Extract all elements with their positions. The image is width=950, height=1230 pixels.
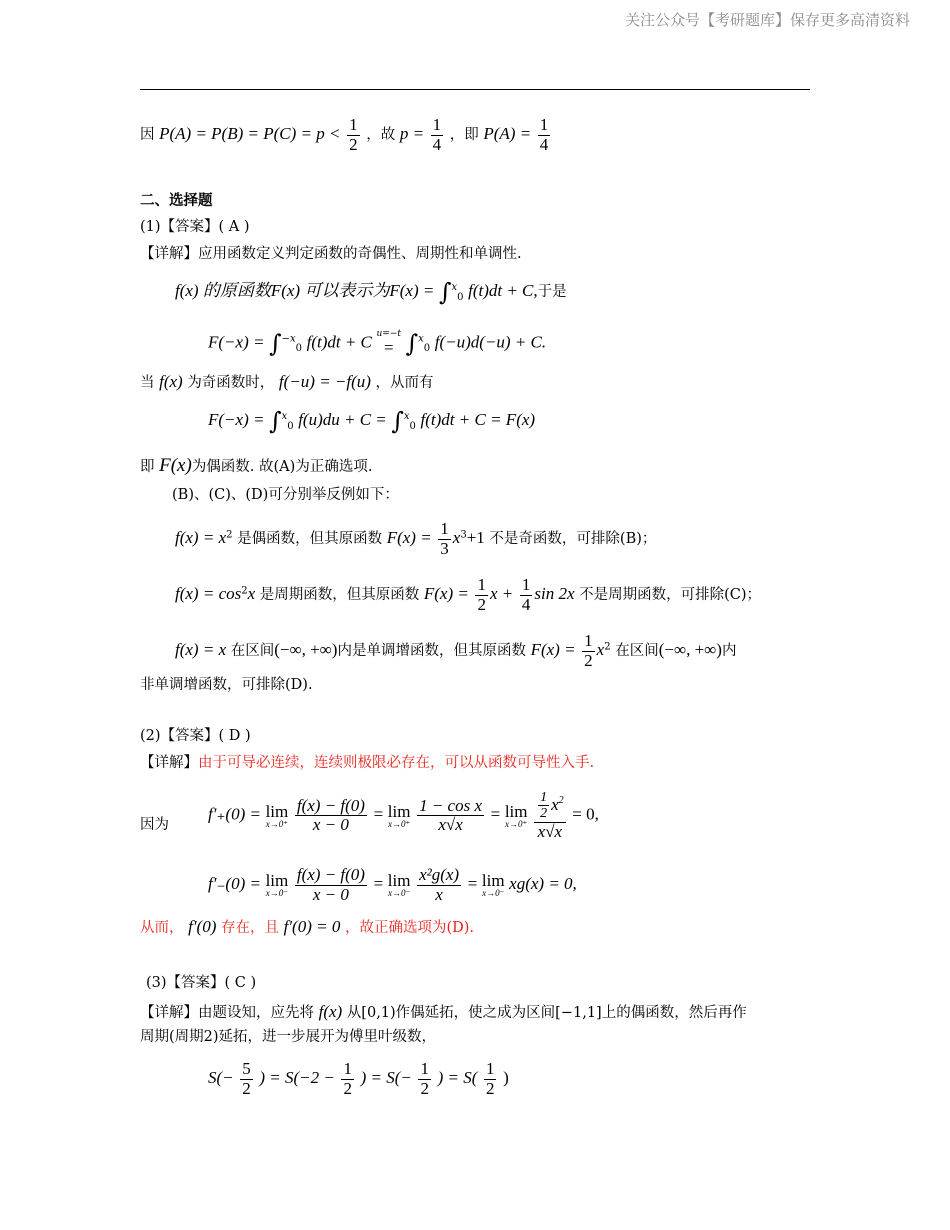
limit xyxy=(266,872,289,898)
expr: ) = S(− xyxy=(360,1068,412,1088)
expr: f(x) xyxy=(159,372,183,391)
expr: F(x) = xyxy=(389,281,435,300)
expr: x + xyxy=(489,584,514,604)
upper: x xyxy=(281,411,288,423)
limit xyxy=(482,872,505,898)
expr: (−∞, +∞) xyxy=(658,640,722,660)
text: 即 xyxy=(140,459,155,475)
q1-line7 xyxy=(175,520,656,558)
expr: f(x) 的原函数 xyxy=(175,281,271,300)
q1-line3 xyxy=(140,373,434,391)
text: 从[0,1)作偶延拓，使之成为区间[−1,1]上的偶函数，然后再作 xyxy=(346,1005,747,1021)
expr: F(−x) = xyxy=(208,410,265,429)
text: 在区间 xyxy=(230,643,275,660)
q1-line8 xyxy=(175,576,761,614)
text: 从而， xyxy=(140,920,184,936)
expr: f′₊(0) = xyxy=(208,804,261,824)
fraction xyxy=(417,866,461,904)
watermark: 关注公众号【考研题库】保存更多高清资料 xyxy=(624,11,910,29)
expr: F(x) = xyxy=(423,584,469,604)
expr: f(−u) = −f(u) xyxy=(278,372,371,391)
q2-eq1: f′₊(0) = lim x→0⁺ $\frac{f(x) - f(0)}{x - 0}$ = lim x→0⁺ $\frac{\text{1 − cos x}}{x√x}$ = lim x→0⁺ $\frac{1}{2}$ $x^2$ x√x = 0, xyxy=(208,790,599,841)
den: 2 xyxy=(540,806,548,822)
lower: 0 xyxy=(287,420,294,432)
lower: 0 xyxy=(409,420,416,432)
q3-answer: (3)【答案】( C ) xyxy=(146,975,257,991)
num xyxy=(534,790,566,823)
num: 1 xyxy=(584,631,593,650)
expr: f(x) = x xyxy=(175,640,227,660)
expr: f′(0) = 0 xyxy=(283,917,341,936)
expr: F(x) 可以表示为 xyxy=(270,281,390,300)
q2-answer: (2)【答案】( D ) xyxy=(140,728,251,744)
expr: F(−x) = xyxy=(208,332,265,352)
exp: 2 xyxy=(558,795,564,807)
lim-word: lim xyxy=(265,801,289,821)
text: 当 xyxy=(140,375,155,391)
section-title: 二、选择题 xyxy=(140,192,213,209)
den: x xyxy=(435,884,443,904)
expr: x xyxy=(596,640,605,660)
text: 存在，且 xyxy=(220,920,279,936)
lim-sub: x→0⁺ xyxy=(387,818,411,829)
num: 1 xyxy=(521,575,531,594)
num: f(x) − f(0) xyxy=(296,795,365,815)
num: 1 xyxy=(349,115,358,134)
upper: x xyxy=(403,411,410,423)
q2-conclusion xyxy=(140,918,474,936)
text: ，故正确选项为(D). xyxy=(344,920,475,936)
expr: f(t)dt + C, xyxy=(468,281,538,300)
fraction xyxy=(417,797,484,835)
expr: f′₋(0) = xyxy=(208,874,261,894)
q1-line5 xyxy=(140,456,372,475)
q1-line6: (B)、(C)、(D)可分别举反例如下： xyxy=(172,487,399,503)
integral-sign: ∫ xyxy=(438,278,452,306)
den: x√x xyxy=(438,815,463,835)
q1-answer: (1)【答案】( A ) xyxy=(140,219,250,235)
expr: f(t)dt + C xyxy=(306,332,372,352)
exp: 2 xyxy=(604,641,611,653)
lim-sub: x→0⁻ xyxy=(265,888,289,899)
num: 1 xyxy=(440,519,449,538)
den: 4 xyxy=(521,594,531,614)
detail-text: 由于可导必连续，连续则极限必存在，可以从函数可导性入手. xyxy=(198,755,595,771)
den: 2 xyxy=(485,1078,495,1098)
lim-word: lim xyxy=(387,801,411,821)
text: 是偶函数，但其原函数 xyxy=(237,531,383,548)
limit xyxy=(388,872,411,898)
q2-because: 因为 xyxy=(140,817,169,833)
num: 5 xyxy=(242,1059,251,1078)
lim-sub: x→0⁻ xyxy=(482,888,505,899)
lim-word: lim xyxy=(504,801,528,821)
header-divider xyxy=(140,89,810,90)
num: 1 xyxy=(477,575,486,594)
expr: f(x) = cos xyxy=(175,584,242,604)
q1-line9 xyxy=(175,632,736,670)
frac-half xyxy=(341,1060,354,1098)
den: 2 xyxy=(242,1078,251,1098)
expr: = 0, xyxy=(572,804,599,824)
limit xyxy=(388,803,411,829)
limit xyxy=(266,803,289,829)
integral-sign: ∫ xyxy=(391,407,404,435)
den: 2 xyxy=(420,1078,429,1098)
frac-five-halves xyxy=(240,1060,253,1098)
lim-sub: x→0⁺ xyxy=(505,818,528,829)
text: 内是单调增函数，但其原函数 xyxy=(337,643,526,660)
integral-sign: ∫ xyxy=(269,407,282,435)
q1-line2 xyxy=(208,330,546,357)
intro-eq1: P(A) = P(B) = P(C) = p < xyxy=(159,124,341,144)
expr: F(x) xyxy=(159,455,192,476)
expr: ) = S( xyxy=(437,1068,478,1088)
text: 是周期函数，但其原函数 xyxy=(259,587,420,604)
lim-sub: x→0⁺ xyxy=(265,818,289,829)
num: 1 xyxy=(432,115,442,134)
q3-detail1 xyxy=(140,1003,747,1021)
text: 为奇函数时， xyxy=(187,375,275,391)
upper: −x xyxy=(281,333,296,345)
intro-eq2: p = xyxy=(399,124,425,144)
frac-half xyxy=(347,116,360,154)
q3-detail2: 周期(周期2)延拓，进一步展开为傅里叶级数， xyxy=(140,1029,437,1045)
den: x − 0 xyxy=(312,815,349,835)
frac-half xyxy=(418,1060,431,1098)
intro-line xyxy=(140,116,552,154)
num: 1 xyxy=(540,790,548,805)
lower: 0 xyxy=(423,343,431,355)
lim-word: lim xyxy=(387,871,411,891)
sub-label: u=−t xyxy=(376,329,402,339)
frac-quarter xyxy=(431,116,444,154)
num: 1 xyxy=(420,1059,429,1078)
num: x²g(x) xyxy=(419,865,460,884)
upper: x xyxy=(451,282,458,294)
fraction xyxy=(295,866,367,904)
text: 为偶函数. 故(A)为正确选项. xyxy=(191,459,373,475)
expr: f(−u)d(−u) + C. xyxy=(434,332,547,352)
frac-third xyxy=(438,520,451,558)
expr: F(x) = xyxy=(386,528,432,548)
integral-sign: ∫ xyxy=(269,329,282,358)
intro-mid2: ，即 xyxy=(449,127,479,144)
expr: f(x) xyxy=(318,1002,343,1021)
intro-eq3: P(A) = xyxy=(483,124,532,144)
expr: f′(0) xyxy=(188,917,217,936)
q1-line4 xyxy=(208,409,535,433)
lim-sub: x→0⁻ xyxy=(387,888,411,899)
expr: +1 xyxy=(466,528,485,548)
num: 1 − cos x xyxy=(419,795,482,815)
intro-mid1: ，故 xyxy=(366,127,396,144)
substitution-eq: u=−t = xyxy=(376,329,402,357)
num: 1 xyxy=(485,1059,495,1078)
num: 1 xyxy=(343,1059,352,1078)
text: 于是 xyxy=(537,284,567,300)
expr: f(x) = x xyxy=(175,528,227,548)
expr: ) = S(−2 − xyxy=(259,1068,335,1088)
lim-word: lim xyxy=(265,871,289,891)
text: 内 xyxy=(721,643,737,660)
text: ，从而有 xyxy=(375,375,434,391)
detail-label: 【详解】 xyxy=(140,755,198,771)
den: 4 xyxy=(539,134,549,154)
exp: 2 xyxy=(226,529,233,541)
text: 不是周期函数，可排除(C)； xyxy=(579,587,762,604)
q1-line1 xyxy=(175,280,567,304)
den: 4 xyxy=(432,134,442,154)
text: 在区间 xyxy=(615,643,659,660)
lower: 0 xyxy=(295,343,302,355)
den: 2 xyxy=(343,1078,352,1098)
lower: 0 xyxy=(457,291,464,303)
expr: (−∞, +∞) xyxy=(274,640,338,660)
intro-prefix: 因 xyxy=(140,127,155,144)
den: x√x xyxy=(537,821,563,841)
expr: x xyxy=(452,528,461,548)
exp: 2 xyxy=(241,585,248,597)
den: x − 0 xyxy=(312,884,349,904)
q1-detail: 【详解】应用函数定义判定函数的奇偶性、周期性和单调性. xyxy=(140,246,522,262)
frac-half xyxy=(484,1060,497,1098)
q3-equation xyxy=(208,1060,509,1098)
integral-sign: ∫ xyxy=(405,329,419,358)
den: 2 xyxy=(477,594,486,614)
exp: 3 xyxy=(460,529,467,541)
lim-word: lim xyxy=(481,871,505,891)
expr: S(− xyxy=(208,1068,234,1088)
text: 【详解】由题设知，应先将 xyxy=(140,1005,314,1021)
den: 2 xyxy=(349,134,358,154)
upper: x xyxy=(418,333,424,345)
num: f(x) − f(0) xyxy=(296,865,365,884)
expr: f(u)du + C = xyxy=(298,410,387,429)
frac-half xyxy=(475,576,488,614)
frac-half xyxy=(582,632,595,670)
q2-eq2: f′₋(0) = lim x→0⁻ $\frac{f(x) - f(0)}{x - 0}$ = lim x→0⁻ $\frac{\text{x²g(x)}}{x}$ = lim x→0⁻ xg(x) = 0, xyxy=(208,865,577,904)
expr: xg(x) = 0, xyxy=(509,874,577,894)
text: 不是奇函数，可排除(B)； xyxy=(489,531,657,548)
expr: sin 2x xyxy=(534,584,575,604)
inner-frac xyxy=(538,790,549,822)
fraction-nested xyxy=(534,790,566,841)
frac-quarter xyxy=(520,576,533,614)
den: 3 xyxy=(440,538,449,558)
fraction xyxy=(295,797,367,835)
q1-line10: 非单调增函数，可排除(D). xyxy=(140,677,313,693)
limit xyxy=(505,803,528,829)
expr: F(x) = xyxy=(530,640,576,660)
expr: f(t)dt + C = F(x) xyxy=(420,410,536,429)
frac-quarter-2 xyxy=(538,116,551,154)
num: 1 xyxy=(539,115,549,134)
expr: ) xyxy=(503,1068,509,1088)
expr: x xyxy=(247,584,256,604)
var: x xyxy=(551,794,559,814)
den: 2 xyxy=(584,650,593,670)
q2-detail xyxy=(140,756,594,771)
